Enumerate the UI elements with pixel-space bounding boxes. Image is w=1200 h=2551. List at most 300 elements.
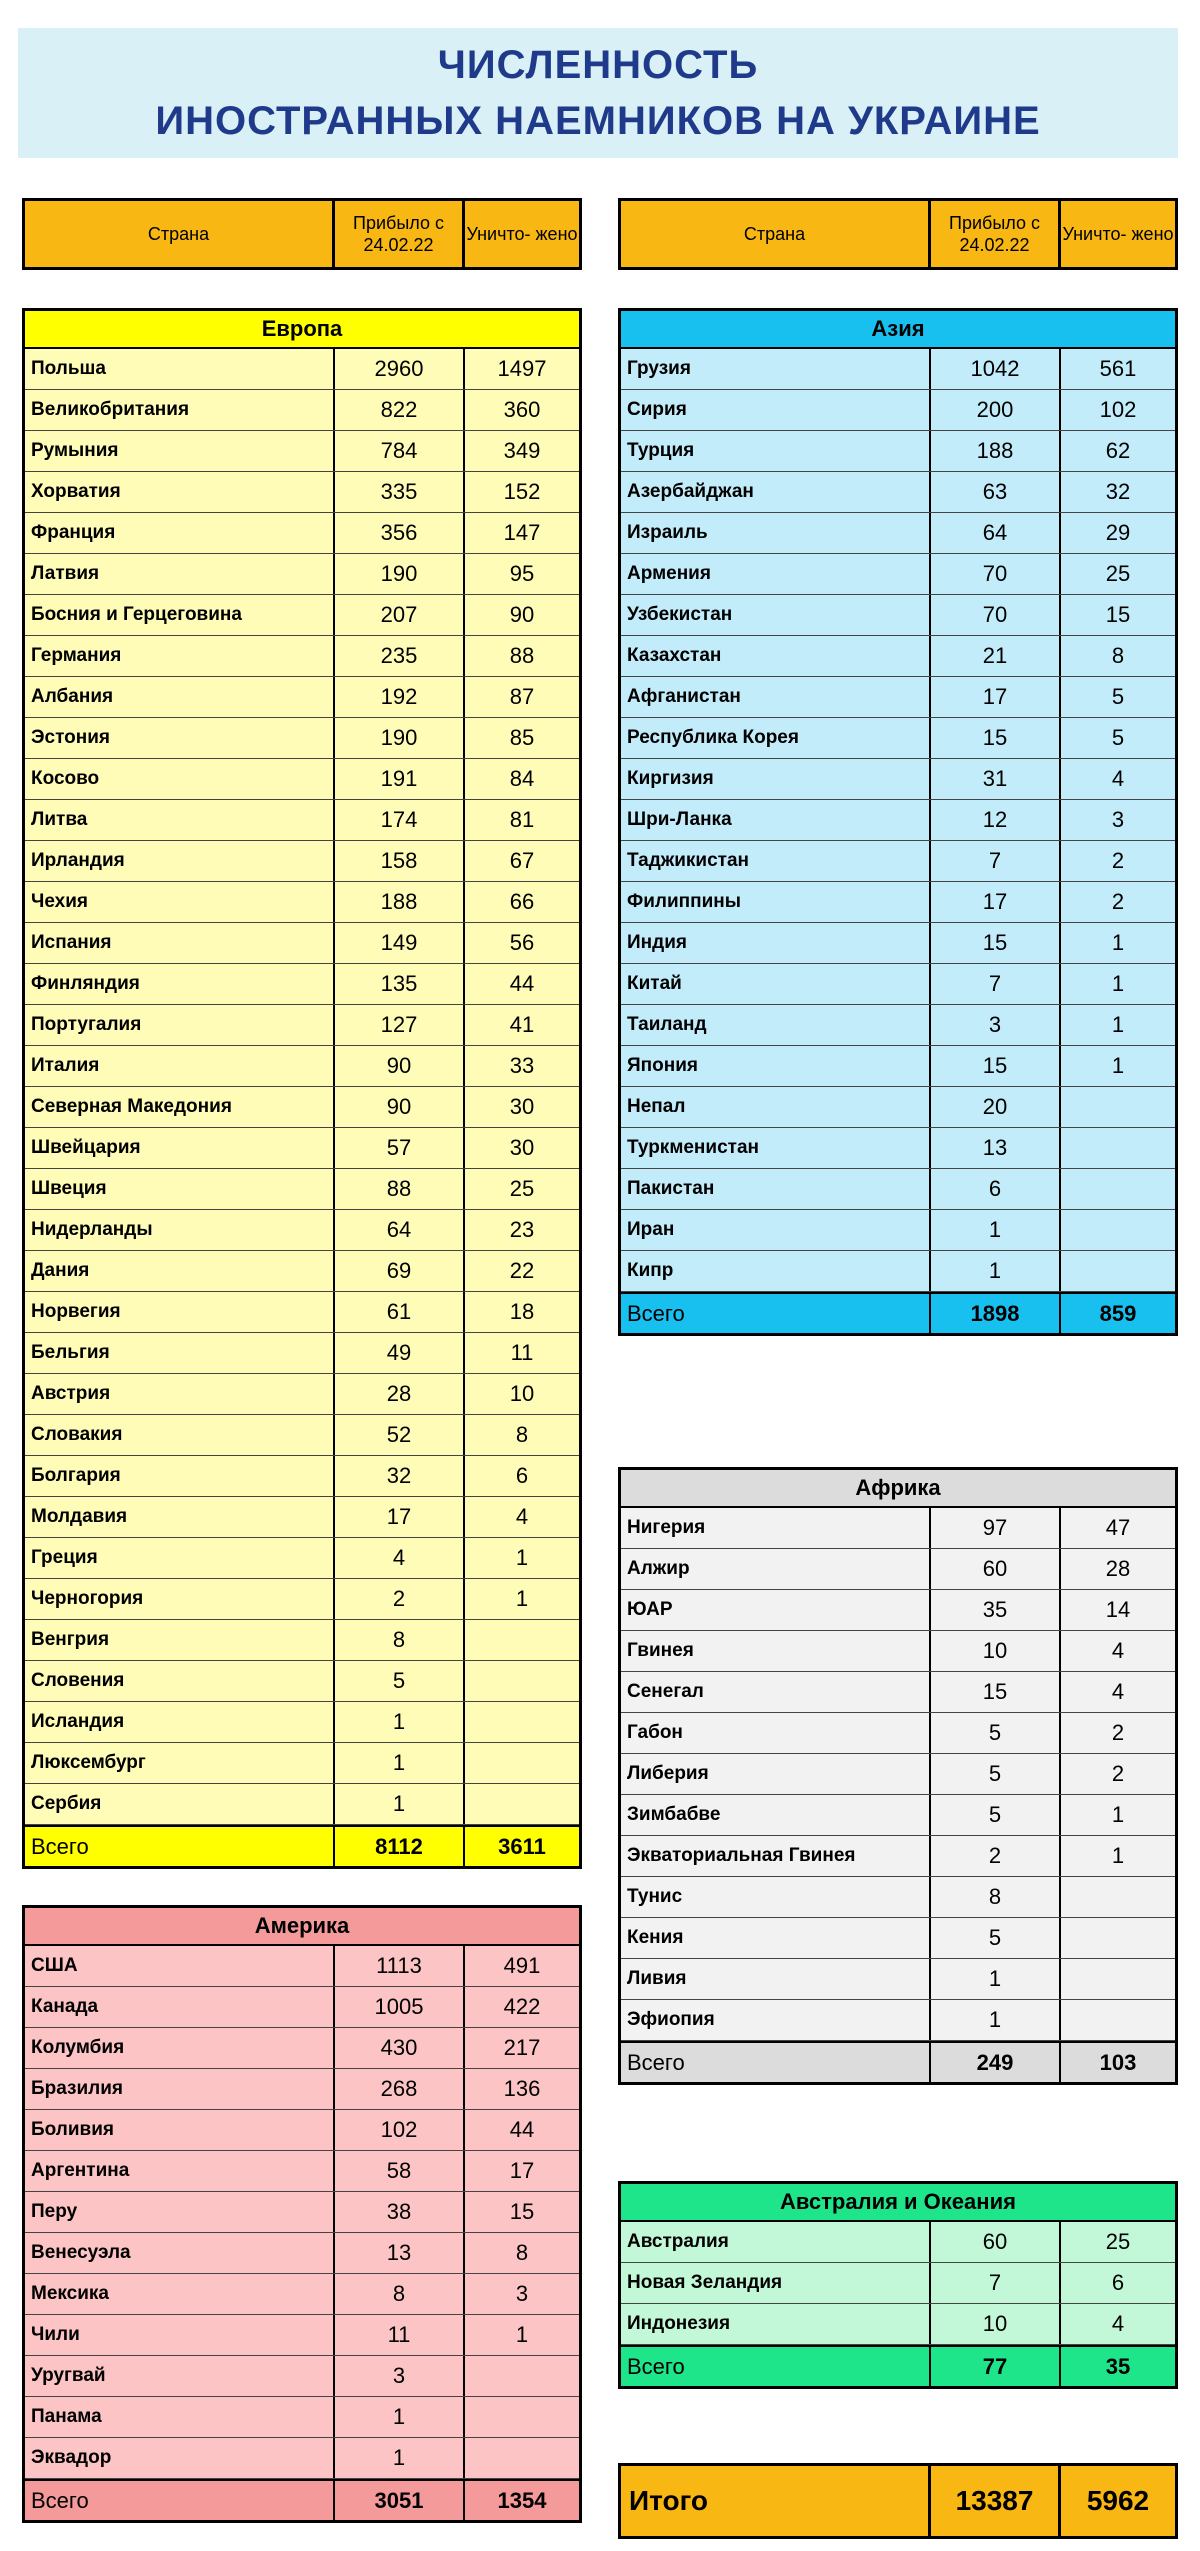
table-row (25, 1169, 579, 1210)
destroyed-cell: 23 (509, 1217, 535, 1242)
header-destroyed: Уничто- жено (466, 224, 578, 244)
arrived-cell: 32 (335, 1456, 465, 1496)
country-cell: Италия (25, 1046, 335, 1086)
country-cell: Индия (621, 923, 931, 963)
table-row (621, 2304, 1175, 2345)
table-row (25, 1087, 579, 1128)
arrived-cell: 1 (335, 2397, 465, 2437)
arrived-cell: 784 (335, 431, 465, 471)
table-row (25, 841, 579, 882)
table-row (25, 800, 579, 841)
table-row (25, 513, 579, 554)
country-cell: Германия (25, 636, 335, 676)
table-row (621, 1251, 1175, 1292)
country-cell: Португалия (25, 1005, 335, 1045)
arrived-cell: 11 (335, 2315, 465, 2355)
arrived-cell: 191 (335, 759, 465, 799)
destroyed-cell (1061, 1877, 1175, 1917)
arrived-cell: 149 (335, 923, 465, 963)
table-row (25, 1128, 579, 1169)
arrived-cell: 127 (335, 1005, 465, 1045)
destroyed-cell: 2 (1111, 848, 1125, 873)
table-row (25, 964, 579, 1005)
arrived-cell: 97 (931, 1508, 1061, 1548)
grand-total-arrived: 13387 (931, 2466, 1061, 2536)
arrived-cell: 7 (931, 2263, 1061, 2303)
destroyed-cell: 1 (1111, 1053, 1125, 1078)
country-cell: Турция (621, 431, 931, 471)
arrived-cell: 2960 (335, 349, 465, 389)
table-row (25, 595, 579, 636)
destroyed-cell: 28 (1105, 1556, 1131, 1581)
table-row (25, 1374, 579, 1415)
country-cell: Казахстан (621, 636, 931, 676)
country-cell: Сирия (621, 390, 931, 430)
country-cell: Филиппины (621, 882, 931, 922)
table-row (25, 2110, 579, 2151)
destroyed-cell: 10 (509, 1381, 535, 1406)
table-row (25, 1538, 579, 1579)
table-row (25, 349, 579, 390)
destroyed-cell: 1354 (497, 2487, 547, 2513)
destroyed-cell (465, 2438, 579, 2478)
table-row (621, 800, 1175, 841)
table-row (621, 1918, 1175, 1959)
arrived-cell: 1 (931, 1959, 1061, 1999)
title-line-1: ЧИСЛЕННОСТЬ (437, 43, 759, 87)
table-row (25, 2315, 579, 2356)
oceania-table (618, 2181, 1178, 2389)
africa-region-title: Африка (621, 1470, 1175, 1508)
destroyed-cell: 491 (503, 1953, 541, 1978)
arrived-cell: 1 (335, 1784, 465, 1824)
arrived-cell: 5 (335, 1661, 465, 1701)
country-cell: Кения (621, 1918, 931, 1958)
grand-total-label: Итого (621, 2466, 931, 2536)
arrived-cell: 5 (931, 1754, 1061, 1794)
country-cell: Тунис (621, 1877, 931, 1917)
destroyed-cell: 422 (503, 1994, 541, 2019)
country-cell: Ливия (621, 1959, 931, 1999)
country-cell: Япония (621, 1046, 931, 1086)
arrived-cell: 7 (931, 964, 1061, 1004)
table-row (25, 2151, 579, 2192)
table-row (621, 1508, 1175, 1549)
table-row (621, 1128, 1175, 1169)
country-cell: Испания (25, 923, 335, 963)
destroyed-cell (1061, 1918, 1175, 1958)
destroyed-cell (465, 1784, 579, 1824)
table-row (25, 1456, 579, 1497)
destroyed-cell: 41 (509, 1012, 535, 1037)
destroyed-cell: 47 (1105, 1515, 1131, 1540)
country-cell: Непал (621, 1087, 931, 1127)
destroyed-cell (1061, 1959, 1175, 1999)
destroyed-cell: 25 (1105, 561, 1131, 586)
country-cell: Колумбия (25, 2028, 335, 2068)
table-row (621, 1672, 1175, 1713)
arrived-cell: 1005 (335, 1987, 465, 2027)
arrived-cell: 35 (931, 1590, 1061, 1630)
america-table (22, 1905, 582, 2523)
country-cell: Дания (25, 1251, 335, 1291)
table-row (621, 964, 1175, 1005)
destroyed-cell (465, 1661, 579, 1701)
destroyed-cell: 360 (503, 397, 541, 422)
destroyed-cell (465, 1620, 579, 1660)
arrived-cell: 90 (335, 1087, 465, 1127)
table-row (621, 1754, 1175, 1795)
arrived-cell: 335 (335, 472, 465, 512)
arrived-cell: 200 (931, 390, 1061, 430)
country-cell: Бразилия (25, 2069, 335, 2109)
destroyed-cell (1061, 1210, 1175, 1250)
arrived-cell: 2 (335, 1579, 465, 1619)
arrived-cell: 60 (931, 1549, 1061, 1589)
arrived-cell: 3 (931, 1005, 1061, 1045)
arrived-cell: 13 (335, 2233, 465, 2273)
destroyed-cell: 2 (1111, 1720, 1125, 1745)
destroyed-cell: 561 (1099, 356, 1137, 381)
arrived-cell: 17 (931, 677, 1061, 717)
destroyed-cell: 35 (1105, 2353, 1131, 2379)
destroyed-cell: 30 (509, 1135, 535, 1160)
america-region-title: Америка (25, 1908, 579, 1946)
country-cell: Нидерланды (25, 1210, 335, 1250)
country-cell: Иран (621, 1210, 931, 1250)
country-cell: Швеция (25, 1169, 335, 1209)
destroyed-cell: 87 (509, 684, 535, 709)
destroyed-cell: 62 (1105, 438, 1131, 463)
country-cell: Северная Македония (25, 1087, 335, 1127)
country-cell: Республика Корея (621, 718, 931, 758)
country-cell: ЮАР (621, 1590, 931, 1630)
country-cell: Зимбабве (621, 1795, 931, 1835)
destroyed-cell: 15 (1105, 602, 1131, 627)
arrived-cell: 64 (931, 513, 1061, 553)
header-arrived: Прибыло с 24.02.22 (931, 201, 1061, 267)
country-cell: Экваториальная Гвинея (621, 1836, 931, 1876)
table-row (25, 2192, 579, 2233)
grand-total-row (618, 2463, 1178, 2539)
table-row (25, 1579, 579, 1620)
table-row (25, 431, 579, 472)
country-cell: Всего (25, 2481, 335, 2520)
arrived-cell: 249 (931, 2043, 1061, 2082)
table-row (621, 1836, 1175, 1877)
arrived-cell: 3051 (335, 2481, 465, 2520)
table-row (621, 1877, 1175, 1918)
country-cell: Гвинея (621, 1631, 931, 1671)
arrived-cell: 20 (931, 1087, 1061, 1127)
destroyed-cell: 217 (503, 2035, 541, 2060)
destroyed-cell: 22 (509, 1258, 535, 1283)
grand-total-destroyed: 5962 (1086, 2485, 1150, 2516)
country-cell: Финляндия (25, 964, 335, 1004)
arrived-cell: 7 (931, 841, 1061, 881)
arrived-cell: 1113 (335, 1946, 465, 1986)
destroyed-cell: 1 (1111, 971, 1125, 996)
destroyed-cell: 18 (509, 1299, 535, 1324)
destroyed-cell: 4 (1111, 766, 1125, 791)
destroyed-cell: 25 (1105, 2229, 1131, 2254)
country-cell: Австралия (621, 2222, 931, 2262)
destroyed-cell: 66 (509, 889, 535, 914)
table-row (25, 1005, 579, 1046)
destroyed-cell: 1 (1111, 930, 1125, 955)
destroyed-cell: 33 (509, 1053, 535, 1078)
destroyed-cell: 90 (509, 602, 535, 627)
table-row (25, 1702, 579, 1743)
arrived-cell: 207 (335, 595, 465, 635)
table-row (25, 1415, 579, 1456)
destroyed-cell: 56 (509, 930, 535, 955)
arrived-cell: 192 (335, 677, 465, 717)
header-destroyed: Уничто- жено (1062, 224, 1174, 244)
table-row (25, 2274, 579, 2315)
header-right (618, 198, 1178, 270)
country-cell: Всего (621, 1294, 931, 1333)
table-row (621, 513, 1175, 554)
country-cell: Таджикистан (621, 841, 931, 881)
country-cell: Шри-Ланка (621, 800, 931, 840)
country-cell: Болгария (25, 1456, 335, 1496)
destroyed-cell: 25 (509, 1176, 535, 1201)
country-cell: Греция (25, 1538, 335, 1578)
country-cell: Кипр (621, 1251, 931, 1291)
title-banner (18, 28, 1178, 158)
destroyed-cell: 1 (515, 1586, 529, 1611)
arrived-cell: 188 (931, 431, 1061, 471)
country-cell: Алжир (621, 1549, 931, 1589)
country-cell: Всего (621, 2347, 931, 2386)
table-row (621, 677, 1175, 718)
table-row (25, 2233, 579, 2274)
destroyed-cell: 17 (509, 2158, 535, 2183)
destroyed-cell: 8 (1111, 643, 1125, 668)
arrived-cell: 1 (931, 1210, 1061, 1250)
country-cell: Великобритания (25, 390, 335, 430)
table-row (25, 2438, 579, 2479)
header-country: Страна (621, 201, 931, 267)
country-cell: Всего (621, 2043, 931, 2082)
header-left (22, 198, 582, 270)
country-cell: Перу (25, 2192, 335, 2232)
destroyed-cell: 5 (1111, 725, 1125, 750)
destroyed-cell: 1 (1111, 1843, 1125, 1868)
oceania-total-row (621, 2345, 1175, 2386)
table-row (25, 677, 579, 718)
destroyed-cell (1061, 1128, 1175, 1168)
country-cell: Румыния (25, 431, 335, 471)
arrived-cell: 90 (335, 1046, 465, 1086)
country-cell: Ирландия (25, 841, 335, 881)
arrived-cell: 15 (931, 1672, 1061, 1712)
country-cell: Боливия (25, 2110, 335, 2150)
country-cell: Албания (25, 677, 335, 717)
destroyed-cell: 84 (509, 766, 535, 791)
country-cell: Сербия (25, 1784, 335, 1824)
destroyed-cell (1061, 1087, 1175, 1127)
arrived-cell: 1 (335, 1702, 465, 1742)
destroyed-cell (465, 1743, 579, 1783)
table-row (621, 472, 1175, 513)
destroyed-cell: 3 (515, 2281, 529, 2306)
table-row (25, 1210, 579, 1251)
table-row (621, 1046, 1175, 1087)
table-row (621, 882, 1175, 923)
table-row (621, 554, 1175, 595)
country-cell: Туркменистан (621, 1128, 931, 1168)
country-cell: Швейцария (25, 1128, 335, 1168)
destroyed-cell: 32 (1105, 479, 1131, 504)
table-row (25, 1497, 579, 1538)
table-row (621, 759, 1175, 800)
destroyed-cell: 4 (1111, 1679, 1125, 1704)
country-cell: Пакистан (621, 1169, 931, 1209)
arrived-cell: 10 (931, 1631, 1061, 1671)
table-row (621, 1590, 1175, 1631)
arrived-cell: 88 (335, 1169, 465, 1209)
country-cell: Нигерия (621, 1508, 931, 1548)
arrived-cell: 13 (931, 1128, 1061, 1168)
arrived-cell: 15 (931, 1046, 1061, 1086)
table-row (25, 472, 579, 513)
table-row (25, 2397, 579, 2438)
country-cell: Мексика (25, 2274, 335, 2314)
arrived-cell: 17 (931, 882, 1061, 922)
country-cell: Аргентина (25, 2151, 335, 2191)
table-row (25, 718, 579, 759)
asia-table (618, 308, 1178, 1336)
destroyed-cell: 4 (1111, 2311, 1125, 2336)
destroyed-cell: 44 (509, 971, 535, 996)
table-row (25, 1333, 579, 1374)
country-cell: Польша (25, 349, 335, 389)
table-row (621, 1210, 1175, 1251)
arrived-cell: 63 (931, 472, 1061, 512)
arrived-cell: 70 (931, 595, 1061, 635)
arrived-cell: 64 (335, 1210, 465, 1250)
country-cell: Черногория (25, 1579, 335, 1619)
destroyed-cell: 136 (503, 2076, 541, 2101)
country-cell: Эквадор (25, 2438, 335, 2478)
europe-table (22, 308, 582, 1869)
table-row (25, 554, 579, 595)
asia-total-row (621, 1292, 1175, 1333)
arrived-cell: 1 (335, 1743, 465, 1783)
table-row (621, 349, 1175, 390)
country-cell: Новая Зеландия (621, 2263, 931, 2303)
destroyed-cell: 11 (510, 1340, 534, 1365)
country-cell: Эфиопия (621, 2000, 931, 2040)
table-row (621, 1087, 1175, 1128)
table-row (621, 1631, 1175, 1672)
arrived-cell: 822 (335, 390, 465, 430)
arrived-cell: 135 (335, 964, 465, 1004)
table-row (25, 759, 579, 800)
arrived-cell: 1898 (931, 1294, 1061, 1333)
destroyed-cell: 1497 (497, 356, 547, 381)
table-row (621, 2222, 1175, 2263)
country-cell: Грузия (621, 349, 931, 389)
table-row (621, 1959, 1175, 2000)
arrived-cell: 17 (335, 1497, 465, 1537)
arrived-cell: 1 (931, 2000, 1061, 2040)
country-cell: Афганистан (621, 677, 931, 717)
arrived-cell: 190 (335, 718, 465, 758)
destroyed-cell: 85 (509, 725, 535, 750)
arrived-cell: 2 (931, 1836, 1061, 1876)
country-cell: Либерия (621, 1754, 931, 1794)
arrived-cell: 5 (931, 1795, 1061, 1835)
table-row (621, 1169, 1175, 1210)
destroyed-cell: 6 (1111, 2270, 1125, 2295)
arrived-cell: 60 (931, 2222, 1061, 2262)
table-row (621, 1713, 1175, 1754)
arrived-cell: 8 (335, 1620, 465, 1660)
table-row (621, 595, 1175, 636)
arrived-cell: 31 (931, 759, 1061, 799)
arrived-cell: 235 (335, 636, 465, 676)
country-cell: Исландия (25, 1702, 335, 1742)
table-row (621, 923, 1175, 964)
europe-region-title: Европа (25, 311, 579, 349)
table-row (621, 390, 1175, 431)
arrived-cell: 77 (931, 2347, 1061, 2386)
destroyed-cell: 1 (515, 2322, 529, 2347)
arrived-cell: 21 (931, 636, 1061, 676)
destroyed-cell: 2 (1111, 1761, 1125, 1786)
country-cell: Индонезия (621, 2304, 931, 2344)
destroyed-cell: 29 (1105, 520, 1131, 545)
country-cell: Молдавия (25, 1497, 335, 1537)
arrived-cell: 4 (335, 1538, 465, 1578)
destroyed-cell: 1 (515, 1545, 529, 1570)
destroyed-cell: 4 (515, 1504, 529, 1529)
destroyed-cell: 2 (1111, 889, 1125, 914)
title-line-2: ИНОСТРАННЫХ НАЕМНИКОВ НА УКРАИНЕ (155, 99, 1041, 143)
country-cell: Люксембург (25, 1743, 335, 1783)
table-row (25, 1784, 579, 1825)
destroyed-cell: 859 (1099, 1300, 1137, 1326)
oceania-region-title: Австралия и Океания (621, 2184, 1175, 2222)
country-cell: Латвия (25, 554, 335, 594)
destroyed-cell: 81 (509, 807, 535, 832)
country-cell: Азербайджан (621, 472, 931, 512)
table-row (25, 1292, 579, 1333)
arrived-cell: 174 (335, 800, 465, 840)
country-cell: Киргизия (621, 759, 931, 799)
destroyed-cell (465, 2397, 579, 2437)
destroyed-cell (1061, 1169, 1175, 1209)
header-arrived: Прибыло с 24.02.22 (335, 201, 465, 267)
country-cell: Чехия (25, 882, 335, 922)
table-row (25, 636, 579, 677)
destroyed-cell: 15 (509, 2199, 535, 2224)
country-cell: Венесуэла (25, 2233, 335, 2273)
table-row (621, 2263, 1175, 2304)
arrived-cell: 188 (335, 882, 465, 922)
table-row (621, 431, 1175, 472)
destroyed-cell: 103 (1099, 2049, 1137, 2075)
table-row (621, 718, 1175, 759)
destroyed-cell: 1 (1111, 1802, 1125, 1827)
country-cell: Босния и Герцеговина (25, 595, 335, 635)
country-cell: Эстония (25, 718, 335, 758)
table-row (25, 2069, 579, 2110)
arrived-cell: 58 (335, 2151, 465, 2191)
